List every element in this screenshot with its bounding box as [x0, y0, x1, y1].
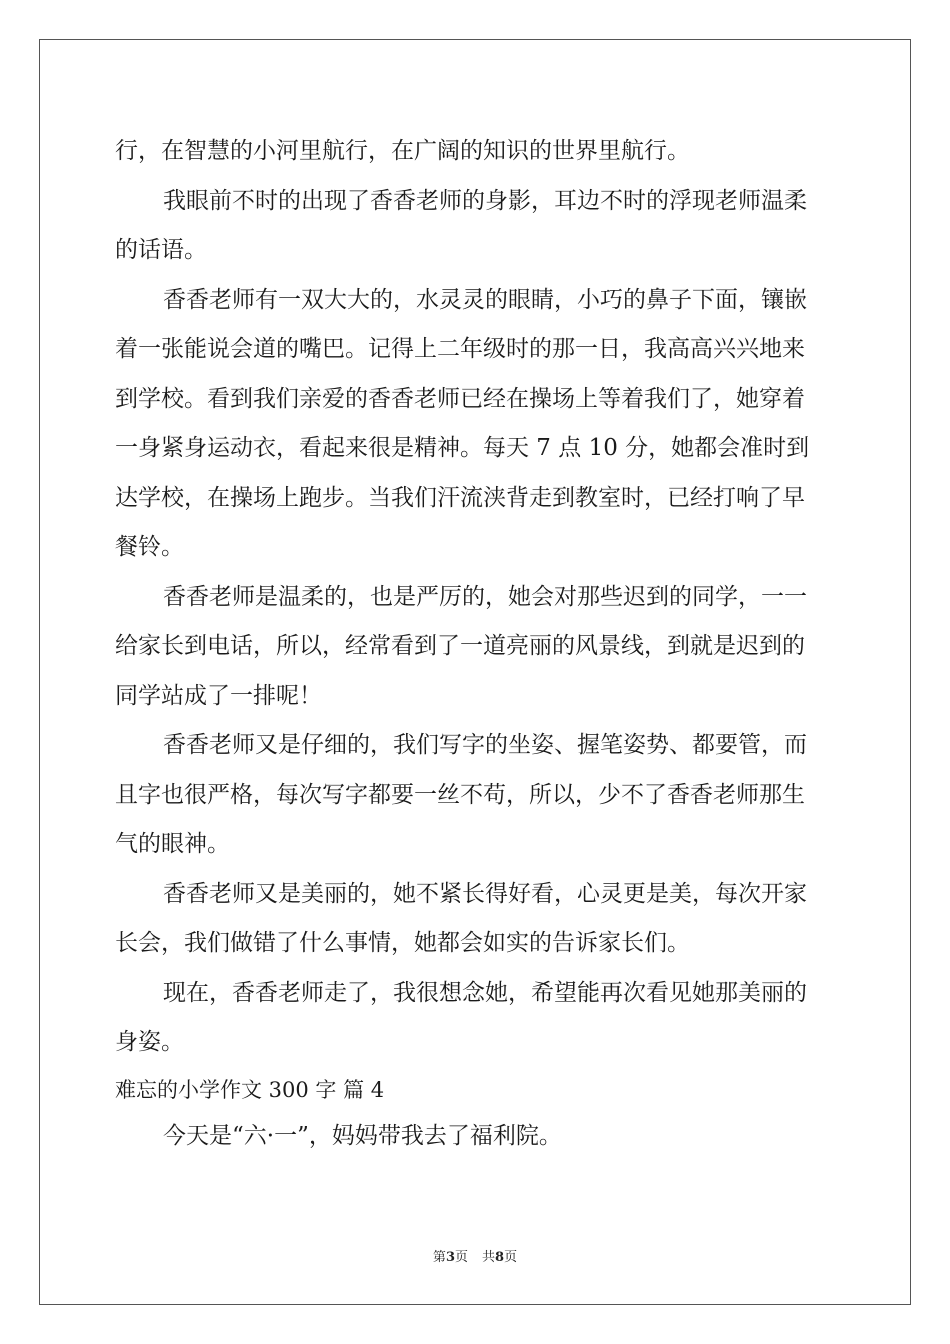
text-line: 香香老师有一双大大的，水灵灵的眼睛，小巧的鼻子下面，镶嵌 — [163, 286, 807, 313]
text-line: 我眼前不时的出现了香香老师的身影，耳边不时的浮现老师温柔 — [163, 187, 807, 214]
text-line: 现在，香香老师走了，我很想念她，希望能再次看见她那美丽的 — [163, 979, 807, 1006]
text-line: 同学站成了一排呢！ — [115, 682, 322, 709]
current-page-number: 3 — [445, 1250, 455, 1265]
total-pages-number: 8 — [495, 1250, 505, 1265]
text-line: 气的眼神。 — [115, 831, 230, 857]
text-line: 今天是“六·一”，妈妈带我去了福利院。 — [163, 1122, 562, 1149]
text-line: 餐铃。 — [115, 534, 184, 560]
text-line: 一身紧身运动衣，看起来很是精神。每天 7 点 10 分，她都会准时到 — [115, 435, 810, 461]
text-line: 着一张能说会道的嘴巴。记得上二年级时的那一日，我高高兴兴地来 — [115, 336, 805, 362]
section-heading: 难忘的小学作文 300 字 篇 4 — [115, 1077, 385, 1102]
text-line: 香香老师又是美丽的，她不紧长得好看，心灵更是美，每次开家 — [163, 880, 807, 907]
text-line: 香香老师是温柔的，也是严厉的，她会对那些迟到的同学，一一 — [163, 583, 807, 610]
document-body — [115, 127, 835, 1161]
text-line: 香香老师又是仔细的，我们写字的坐姿、握笔姿势、都要管，而 — [163, 732, 807, 758]
text-line: 的话语。 — [115, 237, 207, 263]
page-footer — [0, 1246, 950, 1265]
text-line: 长会，我们做错了什么事情，她都会如实的告诉家长们。 — [115, 930, 690, 956]
text-line: 到学校。看到我们亲爱的香香老师已经在操场上等着我们了，她穿着 — [115, 385, 805, 412]
page-number-suffix: 页 — [454, 1250, 468, 1265]
text-line: 给家长到电话，所以，经常看到了一道亮丽的风景线，到就是迟到的 — [115, 633, 805, 659]
total-pages-suffix: 页 — [504, 1250, 518, 1265]
text-line: 且字也很严格，每次写字都要一丝不苟，所以，少不了香香老师那生 — [115, 781, 805, 808]
text-line: 行，在智慧的小河里航行，在广阔的知识的世界里航行。 — [115, 138, 690, 164]
total-pages-prefix: 共 — [482, 1250, 496, 1265]
page-number-prefix: 第 — [432, 1250, 446, 1265]
text-line: 达学校，在操场上跑步。当我们汗流浃背走到教室时，已经打响了早 — [115, 484, 805, 511]
text-line: 身姿。 — [115, 1029, 184, 1055]
